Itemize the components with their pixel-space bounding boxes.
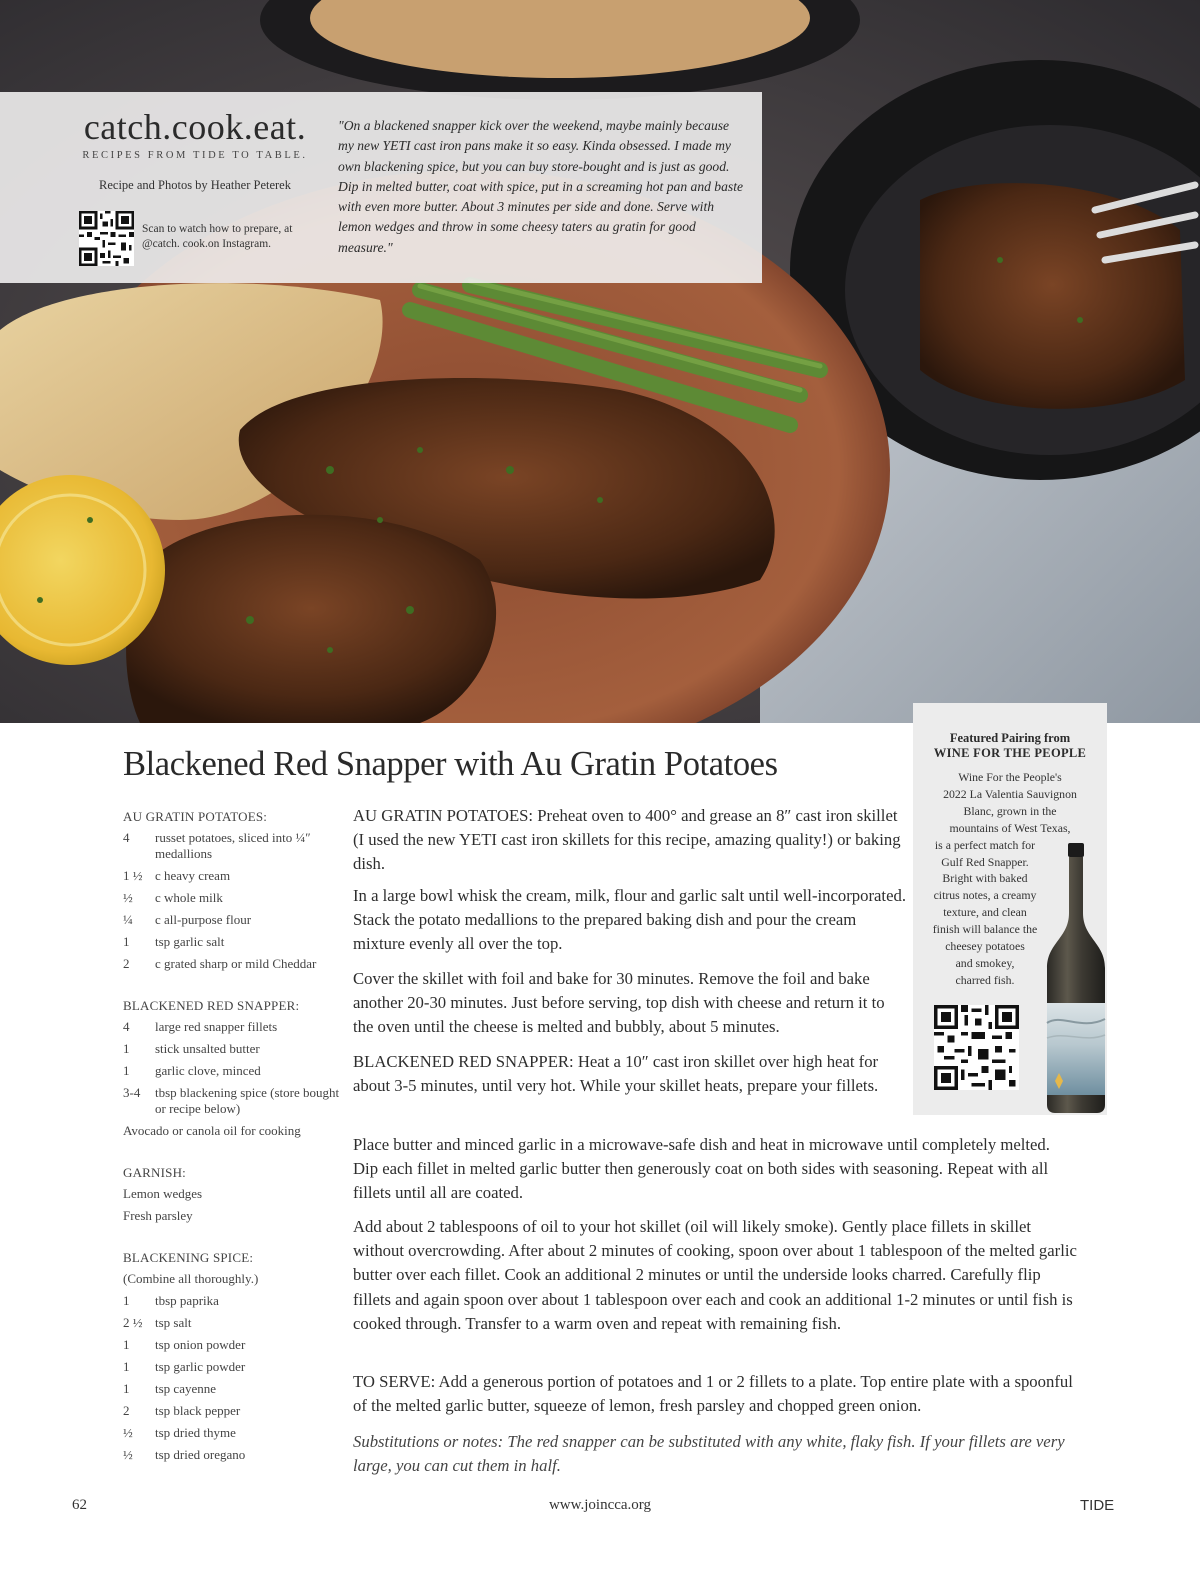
ingredient-qty: 1 — [123, 1337, 130, 1352]
ingredient-desc: tsp black pepper — [155, 1403, 241, 1418]
ingredient-qty: 2 — [123, 956, 130, 971]
ingredient-qty: 1 ½ — [123, 868, 143, 883]
wine-desc-line: mountains of West Texas, — [949, 820, 1071, 835]
wine-desc-line: cheesey potatoes — [945, 939, 1025, 954]
photo-credit: Recipe and Photos by Heather Peterek — [99, 178, 291, 192]
ingredient-item — [123, 1315, 343, 1331]
ingredient-item — [123, 1337, 343, 1353]
ingredient-desc: russet potatoes, sliced into ¼″ medallions — [155, 830, 311, 861]
instruction-paragraph: Place butter and minced garlic in a microwave-safe dish and heat in microwave until completely melted. Dip each fillet in melted garlic butter then generously coat on both sides with seasoning. Repeat with all fillets until all are coated. — [353, 1135, 1050, 1203]
ingredient-desc: tsp garlic salt — [155, 934, 225, 949]
ingredient-item — [123, 1381, 343, 1397]
potatoes-heading: AU GRATIN POTATOES: — [123, 809, 268, 824]
wine-desc-line: charred fish. — [955, 972, 1015, 987]
garnish-heading: GARNISH: — [123, 1165, 186, 1180]
ingredient-qty: 4 — [123, 1019, 130, 1034]
ingredient-item — [123, 956, 343, 972]
ingredient-item — [123, 1041, 343, 1057]
ingredient-qty: 3-4 — [123, 1085, 141, 1100]
ingredient-qty: 1 — [123, 1063, 130, 1078]
wine-desc-line: and smokey, — [955, 955, 1015, 970]
tagline: RECIPES FROM TIDE TO TABLE. — [82, 150, 308, 161]
ingredient-qty: 1 — [123, 934, 130, 949]
ingredient-desc: tbsp blackening spice (store bought or recipe below) — [155, 1085, 340, 1116]
wine-desc-line: is a perfect match for — [934, 837, 1036, 852]
spice-note: (Combine all thoroughly.) — [123, 1271, 259, 1286]
wine-brand: WINE FOR THE PEOPLE — [933, 746, 1087, 760]
ingredient-item — [123, 1085, 343, 1117]
spice-heading: BLACKENING SPICE: — [123, 1250, 254, 1265]
ingredient-desc: c heavy cream — [155, 868, 231, 883]
page-number: 62 — [72, 1497, 87, 1513]
ingredient-item — [123, 934, 343, 950]
wine-desc-line: citrus notes, a creamy — [933, 888, 1037, 903]
instruction-paragraph: TO SERVE: Add a generous portion of potatoes and 1 or 2 fillets to a plate. Top entire plate with a spoonful of the melted garlic butter, squeeze of lemon, fresh parsley and chopped green onion. — [353, 1372, 1073, 1416]
header-overlay — [0, 92, 762, 283]
ingredient-desc: c all-purpose flour — [155, 912, 252, 927]
wine-desc-line: Blanc, grown in the — [963, 803, 1057, 818]
ingredient-qty: 4 — [123, 830, 130, 845]
ingredient-item — [123, 912, 343, 928]
ingredient-item — [123, 868, 343, 884]
ingredient-desc: tsp garlic powder — [155, 1359, 246, 1374]
magazine-name: TIDE — [1080, 1497, 1115, 1514]
wine-qr-code-icon[interactable] — [934, 1005, 1019, 1090]
ingredient-qty: 1 — [123, 1041, 130, 1056]
ingredient-item — [123, 1403, 343, 1419]
wine-desc-line: Wine For the People's — [958, 770, 1062, 784]
website-link[interactable]: www.joincca.org — [548, 1497, 652, 1513]
instruction-paragraph: In a large bowl whisk the cream, milk, flour and garlic salt until well-incorporated. Stack the potato medallions to the prepared baking dish and pour the cream mixture evenly all over the top. — [353, 886, 906, 954]
wine-desc-line: 2022 La Valentia Sauvignon — [943, 786, 1077, 801]
substitution-note: Substitutions or notes: The red snapper can be substituted with any white, flaky fish. If your fillets are very large, you can cut them in half. — [353, 1432, 1065, 1476]
ingredient-item — [123, 1293, 343, 1309]
instruction-paragraph: Cover the skillet with foil and bake for 30 minutes. Remove the foil and bake another 20-30 minutes. Just before serving, top dish with cheese and return it to the oven until the cheese is melted and bubbly, about 5 minutes. — [353, 969, 885, 1037]
ingredient-qty: 1 — [123, 1381, 130, 1396]
garnish-item: Lemon wedges — [123, 1186, 203, 1201]
ingredient-desc: tsp dried thyme — [155, 1425, 236, 1440]
ingredient-qty: ¼ — [123, 912, 133, 927]
ingredient-qty: 1 — [123, 1359, 130, 1374]
wine-featured-label: Featured Pairing from — [949, 731, 1071, 745]
garnish-item: Fresh parsley — [123, 1208, 193, 1223]
wine-desc-line: Gulf Red Snapper. — [941, 854, 1029, 869]
instruction-paragraph: Add about 2 tablespoons of oil to your hot skillet (oil will likely smoke). Gently place fillets in skillet without overcrowding. After about 2 minutes of cooking, spoon over about 1 tablespoon of the melted garlic butter over each fillet. Cook an additional 2 minutes or until the underside looks charred. Carefully flip fillets and again spoon over about 1 tablespoon over each and cook an additional 1-2 minutes or until fish is cooked through. Transfer to a warm oven and repeat with remaining fish. — [353, 1217, 1077, 1333]
ingredient-desc: tbsp paprika — [155, 1293, 219, 1308]
ingredient-desc: tsp dried oregano — [155, 1447, 246, 1462]
ingredient-desc: c grated sharp or mild Cheddar — [155, 956, 317, 971]
ingredient-qty: 2 — [123, 1403, 130, 1418]
ingredient-desc: garlic clove, minced — [155, 1063, 261, 1078]
scan-instructions: Scan to watch how to prepare, at @catch. cook.on Instagram. — [142, 223, 293, 250]
wine-desc-line: Bright with baked — [942, 871, 1028, 886]
ingredient-qty: 1 — [123, 1293, 130, 1308]
ingredient-desc: stick unsalted butter — [155, 1041, 260, 1056]
wine-bottle-image — [1041, 843, 1111, 1115]
ingredient-item — [123, 1019, 343, 1035]
ingredient-qty: 2 ½ — [123, 1315, 143, 1330]
ingredient-item — [123, 1425, 343, 1441]
ingredient-desc: c whole milk — [155, 890, 223, 905]
ingredient-desc: tsp cayenne — [155, 1381, 217, 1396]
ingredient-item — [123, 1447, 343, 1463]
instruction-paragraph: AU GRATIN POTATOES: Preheat oven to 400° and grease an 8″ cast iron skillet (I used the new YETI cast iron skillets for this recipe, amazing quality!) or baking dish. — [353, 806, 901, 874]
wine-desc-line: finish will balance the — [932, 922, 1038, 937]
ingredients-column — [123, 809, 343, 1469]
ingredient-item — [123, 1359, 343, 1375]
ingredient-item — [123, 830, 343, 862]
instruction-paragraph: BLACKENED RED SNAPPER: Heat a 10″ cast iron skillet over high heat for about 3-5 minutes, until very hot. While your skillet heats, prepare your fillets. — [353, 1052, 879, 1096]
intro-quote: "On a blackened snapper kick over the weekend, maybe mainly because my new YETI cast iron pans make it so easy. Kinda obsessed. I made my own blackening spice, but you can buy store-bought and is just as good. Dip in melted butter, coat with spice, put in a screaming hot pan and baste with even more butter. About 3 minutes per side and done. Serve with lemon wedges and throw in some cheesy taters au gratin for good measure." — [338, 118, 744, 255]
ingredient-desc: large red snapper fillets — [155, 1019, 278, 1034]
ingredient-qty: ½ — [123, 1447, 133, 1462]
wine-desc-line: texture, and clean — [943, 905, 1027, 920]
wine-pairing-sidebar — [913, 703, 1107, 1115]
qr-code-icon[interactable] — [79, 211, 134, 266]
ingredient-item — [123, 890, 343, 906]
ingredient-qty: ½ — [123, 1425, 133, 1440]
ingredient-item — [123, 1063, 343, 1079]
ingredient-desc: tsp onion powder — [155, 1337, 246, 1352]
brand-name: catch.cook.eat. — [83, 107, 307, 147]
ingredient-qty: ½ — [123, 890, 133, 905]
recipe-title: Blackened Red Snapper with Au Gratin Potatoes — [123, 745, 778, 783]
snapper-heading: BLACKENED RED SNAPPER: — [123, 998, 300, 1013]
ingredient-extra: Avocado or canola oil for cooking — [123, 1123, 301, 1138]
ingredient-desc: tsp salt — [155, 1315, 192, 1330]
